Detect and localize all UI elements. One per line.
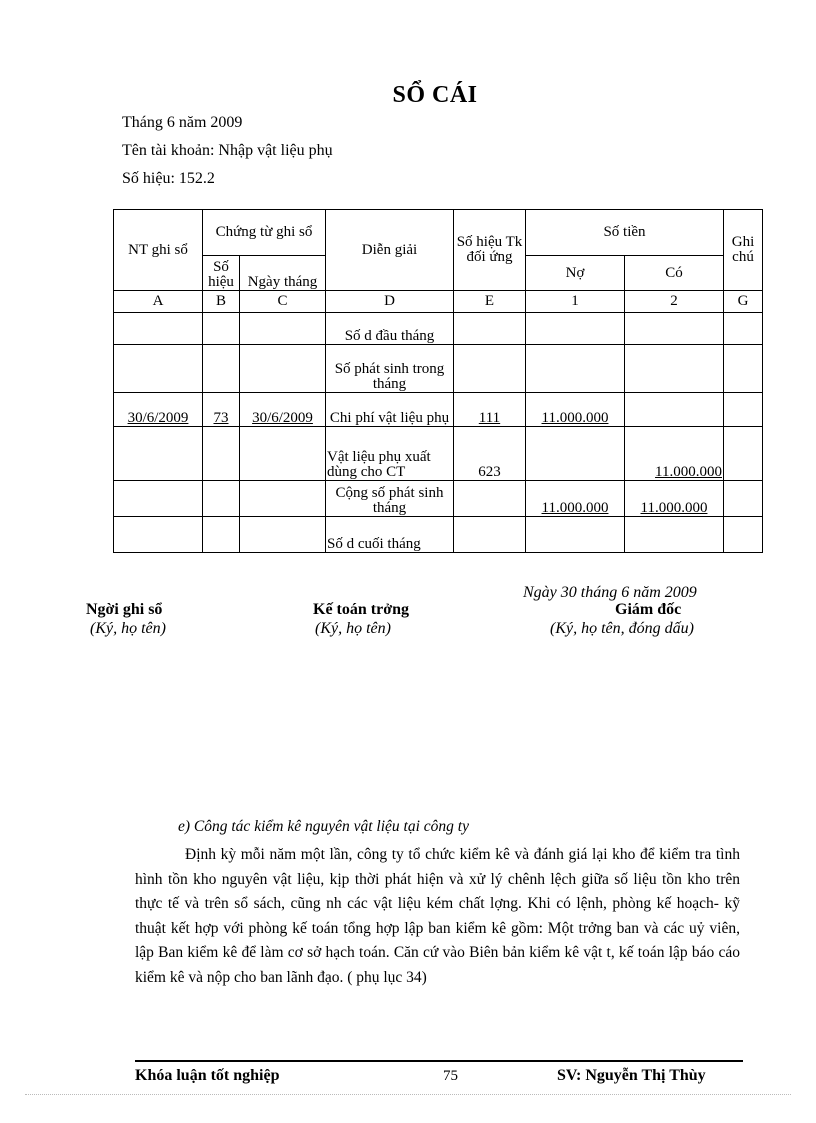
cell-note (724, 427, 763, 481)
cell-note (724, 517, 763, 553)
code-cell: D (326, 291, 454, 313)
header-tk-doi-ung: Số hiệu Tk đối ứng (454, 210, 526, 291)
cell-credit (625, 345, 724, 393)
cell-credit: 11.000.000 (625, 427, 724, 481)
header-so-tien: Số tiền (526, 210, 724, 256)
footer-right: SV: Nguyễn Thị Thùy (557, 1067, 706, 1084)
cell-date (114, 481, 203, 517)
header-so-hieu: Số hiệu (203, 256, 240, 291)
cell-credit: 11.000.000 (625, 481, 724, 517)
cell-acc: 623 (454, 427, 526, 481)
cell-note (724, 345, 763, 393)
table-row (114, 517, 763, 553)
report-month: Tháng 6 năm 2009 (122, 114, 243, 131)
cell-date (114, 427, 203, 481)
cell-num (203, 517, 240, 553)
cell-cdate: 30/6/2009 (240, 393, 326, 427)
section-heading: e) Công tác kiểm kê nguyên vật liệu tại công ty (178, 818, 469, 835)
footer-left: Khóa luận tốt nghiệp (135, 1067, 280, 1084)
page-number: 75 (443, 1068, 458, 1084)
table-row (114, 393, 763, 427)
cell-cdate (240, 313, 326, 345)
cell-note (724, 481, 763, 517)
cell-desc: Số phát sinh trong tháng (326, 345, 454, 393)
header-nt-ghi-so: NT ghi sổ (114, 210, 203, 291)
table-row (114, 481, 763, 517)
header-ngay-thang: Ngày tháng (240, 256, 326, 291)
table-row (114, 313, 763, 345)
cell-cdate (240, 345, 326, 393)
cell-num (203, 481, 240, 517)
cell-debit (526, 517, 625, 553)
cell-date (114, 517, 203, 553)
account-code: Số hiệu: 152.2 (122, 170, 215, 187)
cell-credit (625, 313, 724, 345)
cell-acc (454, 345, 526, 393)
cell-num (203, 313, 240, 345)
director-title: Giám đốc (615, 601, 682, 618)
ledger-table (113, 209, 763, 553)
account-name: Tên tài khoản: Nhập vật liệu phụ (122, 142, 333, 159)
signature-date: Ngày 30 tháng 6 năm 2009 (523, 584, 697, 601)
header-co: Có (625, 256, 724, 291)
header-ghi-chu: Ghi chú (724, 210, 763, 291)
cell-cdate (240, 427, 326, 481)
accountant-title: Kế toán trởng (313, 601, 409, 618)
director-note: (Ký, họ tên, đóng dấu) (550, 620, 694, 637)
page-edge-divider (25, 1094, 791, 1095)
cell-num (203, 427, 240, 481)
cell-debit (526, 427, 625, 481)
cell-num: 73 (203, 393, 240, 427)
code-cell: 1 (526, 291, 625, 313)
cell-note (724, 393, 763, 427)
cell-debit (526, 313, 625, 345)
cell-cdate (240, 481, 326, 517)
table-row (114, 427, 763, 481)
cell-acc (454, 481, 526, 517)
recorder-title: Ngời ghi sổ (86, 601, 163, 618)
cell-debit (526, 345, 625, 393)
cell-num (203, 345, 240, 393)
cell-credit (625, 393, 724, 427)
code-cell: A (114, 291, 203, 313)
cell-acc (454, 313, 526, 345)
accountant-note: (Ký, họ tên) (315, 620, 391, 637)
cell-desc: Cộng số phát sinh tháng (326, 481, 454, 517)
cell-date: 30/6/2009 (114, 393, 203, 427)
cell-desc: Vật liệu phụ xuất dùng cho CT (326, 427, 454, 481)
cell-acc (454, 517, 526, 553)
header-chung-tu: Chứng từ ghi sổ (203, 210, 326, 256)
code-cell: B (203, 291, 240, 313)
section-paragraph: Định kỳ mỗi năm một lần, công ty tổ chức kiểm kê và đánh giá lại kho để kiểm tra tình hình tồn kho nguyên vật liệu, kịp thời phát hiện và xử lý chênh lệch giữa số liệu tồn kho trên thực tế và trên sổ sách, cũng nh các vật liệu kém chất lợng. Khi có lệnh, phòng kế hoạch- kỹ thuật kết hợp với phòng kế toán tổng hợp lập ban kiểm kê gồm: Một trởng ban và các uỷ viên, lập Ban kiểm kê để làm cơ sở hạch toán. Căn cứ vào Biên bản kiểm kê vật t, kế toán lập báo cáo kiểm kê và nộp cho ban lãnh đạo. ( phụ lục 34) (135, 846, 740, 986)
cell-date (114, 313, 203, 345)
page-title: SỔ CÁI (392, 82, 478, 108)
cell-desc: Số d đầu tháng (326, 313, 454, 345)
code-cell: G (724, 291, 763, 313)
cell-debit: 11.000.000 (526, 481, 625, 517)
cell-debit: 11.000.000 (526, 393, 625, 427)
cell-desc: Số d cuối tháng (326, 517, 454, 553)
cell-desc: Chi phí vật liệu phụ (326, 393, 454, 427)
table-row (114, 345, 763, 393)
footer-divider (135, 1060, 743, 1062)
cell-credit (625, 517, 724, 553)
code-row (114, 291, 763, 313)
cell-cdate (240, 517, 326, 553)
header-dien-giai: Diễn giải (326, 210, 454, 291)
cell-note (724, 313, 763, 345)
code-cell: 2 (625, 291, 724, 313)
recorder-note: (Ký, họ tên) (90, 620, 166, 637)
code-cell: E (454, 291, 526, 313)
cell-date (114, 345, 203, 393)
cell-acc: 111 (454, 393, 526, 427)
code-cell: C (240, 291, 326, 313)
header-no: Nợ (526, 256, 625, 291)
